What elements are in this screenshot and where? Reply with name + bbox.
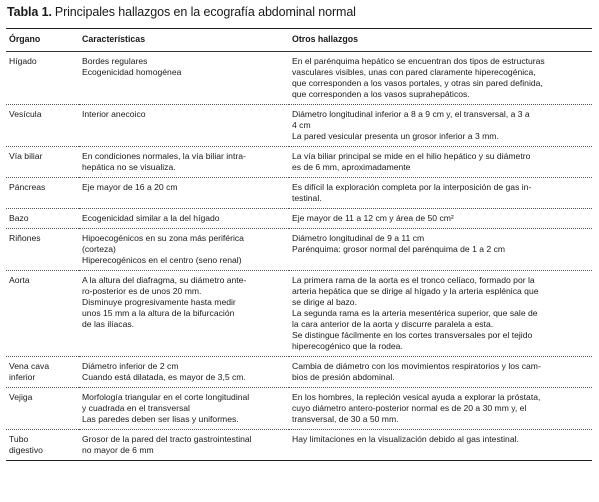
- cell-text-line: Cambia de diámetro con los movimientos respiratorios y los cam-: [292, 361, 541, 371]
- table-row: [6, 147, 592, 178]
- cell-text-line: En el parénquima hepático se encuentran dos tipos de estructuras: [292, 56, 545, 66]
- organ-cell: [6, 147, 79, 178]
- cell-text-line: Cuando está dilatada, es mayor de 3,5 cm.: [82, 372, 246, 382]
- cell-text-line: Bazo: [9, 213, 29, 223]
- table-title-text: Principales hallazgos en la ecografía abdominal normal: [54, 5, 356, 19]
- features-cell: [79, 357, 289, 388]
- other-findings-cell: [289, 52, 592, 105]
- cell-text-line: transversal, de 30 a 50 mm.: [292, 414, 399, 424]
- cell-text-line: Grosor de la pared del tracto gastrointestinal: [82, 434, 252, 444]
- other-findings-cell: [289, 105, 592, 147]
- organ-cell: [6, 430, 79, 461]
- cell-text-line: hiperecogénico que la rodea.: [292, 341, 403, 351]
- table-row: [6, 178, 592, 209]
- cell-text-line: se dirige al bazo.: [292, 297, 357, 307]
- organ-cell: [6, 52, 79, 105]
- other-findings-cell: [289, 271, 592, 357]
- table-row: [6, 357, 592, 388]
- cell-text-line: La primera rama de la aorta es el tronco celíaco, formado por la: [292, 275, 535, 285]
- table-row: [6, 105, 592, 147]
- cell-text-line: Vía biliar: [9, 151, 43, 161]
- header-features: Características: [79, 29, 289, 52]
- cell-text-line: arteria hepática que se dirige al hígado y la arteria esplénica que: [292, 286, 539, 296]
- table-title-label: Tabla 1.: [7, 5, 52, 19]
- features-cell: [79, 105, 289, 147]
- organ-cell: [6, 229, 79, 271]
- features-cell: [79, 178, 289, 209]
- table-row: [6, 229, 592, 271]
- cell-text-line: Se distingue fácilmente en los cortes transversales por el tejido: [292, 330, 533, 340]
- organ-cell: [6, 357, 79, 388]
- cell-text-line: Páncreas: [9, 182, 46, 192]
- cell-text-line: Morfología triangular en el corte longitudinal: [82, 392, 250, 402]
- cell-text-line: la cara anterior de la aorta y discurre paralela a esta.: [292, 319, 494, 329]
- cell-text-line: ro-posterior es de unos 20 mm.: [82, 286, 202, 296]
- other-findings-cell: [289, 388, 592, 430]
- cell-text-line: En condiciones normales, la vía biliar intra-: [82, 151, 246, 161]
- cell-text-line: Parénquima: grosor normal del parénquima de 1 a 2 cm: [292, 244, 506, 254]
- other-findings-cell: [289, 229, 592, 271]
- organ-cell: [6, 271, 79, 357]
- features-cell: [79, 147, 289, 178]
- table-header-row: [6, 29, 592, 52]
- cell-text-line: Bordes regulares: [82, 56, 148, 66]
- cell-text-line: testinal.: [292, 193, 322, 203]
- cell-text-line: Vena cava: [9, 361, 50, 371]
- cell-text-line: Tubo: [9, 434, 29, 444]
- table-row: [6, 388, 592, 430]
- findings-table: [6, 28, 592, 461]
- header-other-findings: Otros hallazgos: [289, 29, 592, 52]
- cell-text-line: hepática no se visualiza.: [82, 162, 176, 172]
- cell-text-line: Eje mayor de 16 a 20 cm: [82, 182, 178, 192]
- features-cell: [79, 52, 289, 105]
- cell-text-line: Hay limitaciones en la visualización debido al gas intestinal.: [292, 434, 519, 444]
- table-title: [6, 4, 593, 20]
- cell-text-line: Vesícula: [9, 109, 42, 119]
- cell-text-line: 4 cm: [292, 120, 311, 130]
- cell-text-line: unos 15 mm a la altura de la bifurcación: [82, 308, 235, 318]
- other-findings-cell: [289, 357, 592, 388]
- organ-cell: [6, 388, 79, 430]
- cell-text-line: La segunda rama es la arteria mesentérica superior, que sale de: [292, 308, 538, 318]
- other-findings-cell: [289, 209, 592, 229]
- table-row: [6, 271, 592, 357]
- cell-text-line: que corresponden a los vasos suprahepáticos.: [292, 89, 470, 99]
- organ-cell: [6, 105, 79, 147]
- features-cell: [79, 271, 289, 357]
- cell-text-line: En los hombres, la repleción vesical ayuda a explorar la próstata,: [292, 392, 541, 402]
- cell-text-line: Interior anecoico: [82, 109, 146, 119]
- other-findings-cell: [289, 178, 592, 209]
- cell-text-line: Riñones: [9, 233, 41, 243]
- cell-text-line: y cuadrada en el transversal: [82, 403, 190, 413]
- features-cell: [79, 229, 289, 271]
- cell-text-line: que corresponden a los vasos portales, y otras sin pared definida,: [292, 78, 543, 88]
- cell-text-line: de las ilíacas.: [82, 319, 135, 329]
- cell-text-line: Diámetro longitudinal inferior a 8 a 9 cm y, el transversal, a 3 a: [292, 109, 530, 119]
- features-cell: [79, 209, 289, 229]
- cell-text-line: bios de presión abdominal.: [292, 372, 395, 382]
- cell-text-line: Aorta: [9, 275, 30, 285]
- cell-text-line: no mayor de 6 mm: [82, 445, 154, 455]
- cell-text-line: (corteza): [82, 244, 116, 254]
- table-row: [6, 209, 592, 229]
- features-cell: [79, 388, 289, 430]
- table-row: [6, 430, 592, 461]
- cell-text-line: cuyo diámetro antero-posterior normal es de 20 a 30 mm y, el: [292, 403, 527, 413]
- other-findings-cell: [289, 147, 592, 178]
- cell-text-line: Disminuye progresivamente hasta medir: [82, 297, 236, 307]
- cell-text-line: Es difícil la exploración completa por la interposición de gas in-: [292, 182, 532, 192]
- organ-cell: [6, 178, 79, 209]
- table-body: [6, 52, 592, 461]
- cell-text-line: es de 6 mm, aproximadamente: [292, 162, 411, 172]
- header-organ: Órgano: [6, 29, 79, 52]
- cell-text-line: A la altura del diafragma, su diámetro ante-: [82, 275, 247, 285]
- features-cell: [79, 430, 289, 461]
- table-row: [6, 52, 592, 105]
- cell-text-line: vasculares visibles, unas con pared claramente hiperecogénica,: [292, 67, 536, 77]
- cell-text-line: La pared vesicular presenta un grosor inferior a 3 mm.: [292, 131, 499, 141]
- cell-text-line: Ecogenicidad homogénea: [82, 67, 182, 77]
- cell-text-line: Vejiga: [9, 392, 33, 402]
- organ-cell: [6, 209, 79, 229]
- cell-text-line: Diámetro longitudinal de 9 a 11 cm: [292, 233, 425, 243]
- cell-text-line: Diámetro inferior de 2 cm: [82, 361, 179, 371]
- cell-text-line: Hígado: [9, 56, 37, 66]
- other-findings-cell: [289, 430, 592, 461]
- cell-text-line: Las paredes deben ser lisas y uniformes.: [82, 414, 239, 424]
- cell-text-line: digestivo: [9, 445, 43, 455]
- cell-text-line: Ecogenicidad similar a la del hígado: [82, 213, 220, 223]
- cell-text-line: La vía biliar principal se mide en el hilio hepático y su diámetro: [292, 151, 531, 161]
- cell-text-line: Hiperecogénicos en el centro (seno renal): [82, 255, 242, 265]
- cell-text-line: inferior: [9, 372, 36, 382]
- cell-text-line: Hipoecogénicos en su zona más periférica: [82, 233, 244, 243]
- cell-text-line: Eje mayor de 11 a 12 cm y área de 50 cm²: [292, 213, 454, 223]
